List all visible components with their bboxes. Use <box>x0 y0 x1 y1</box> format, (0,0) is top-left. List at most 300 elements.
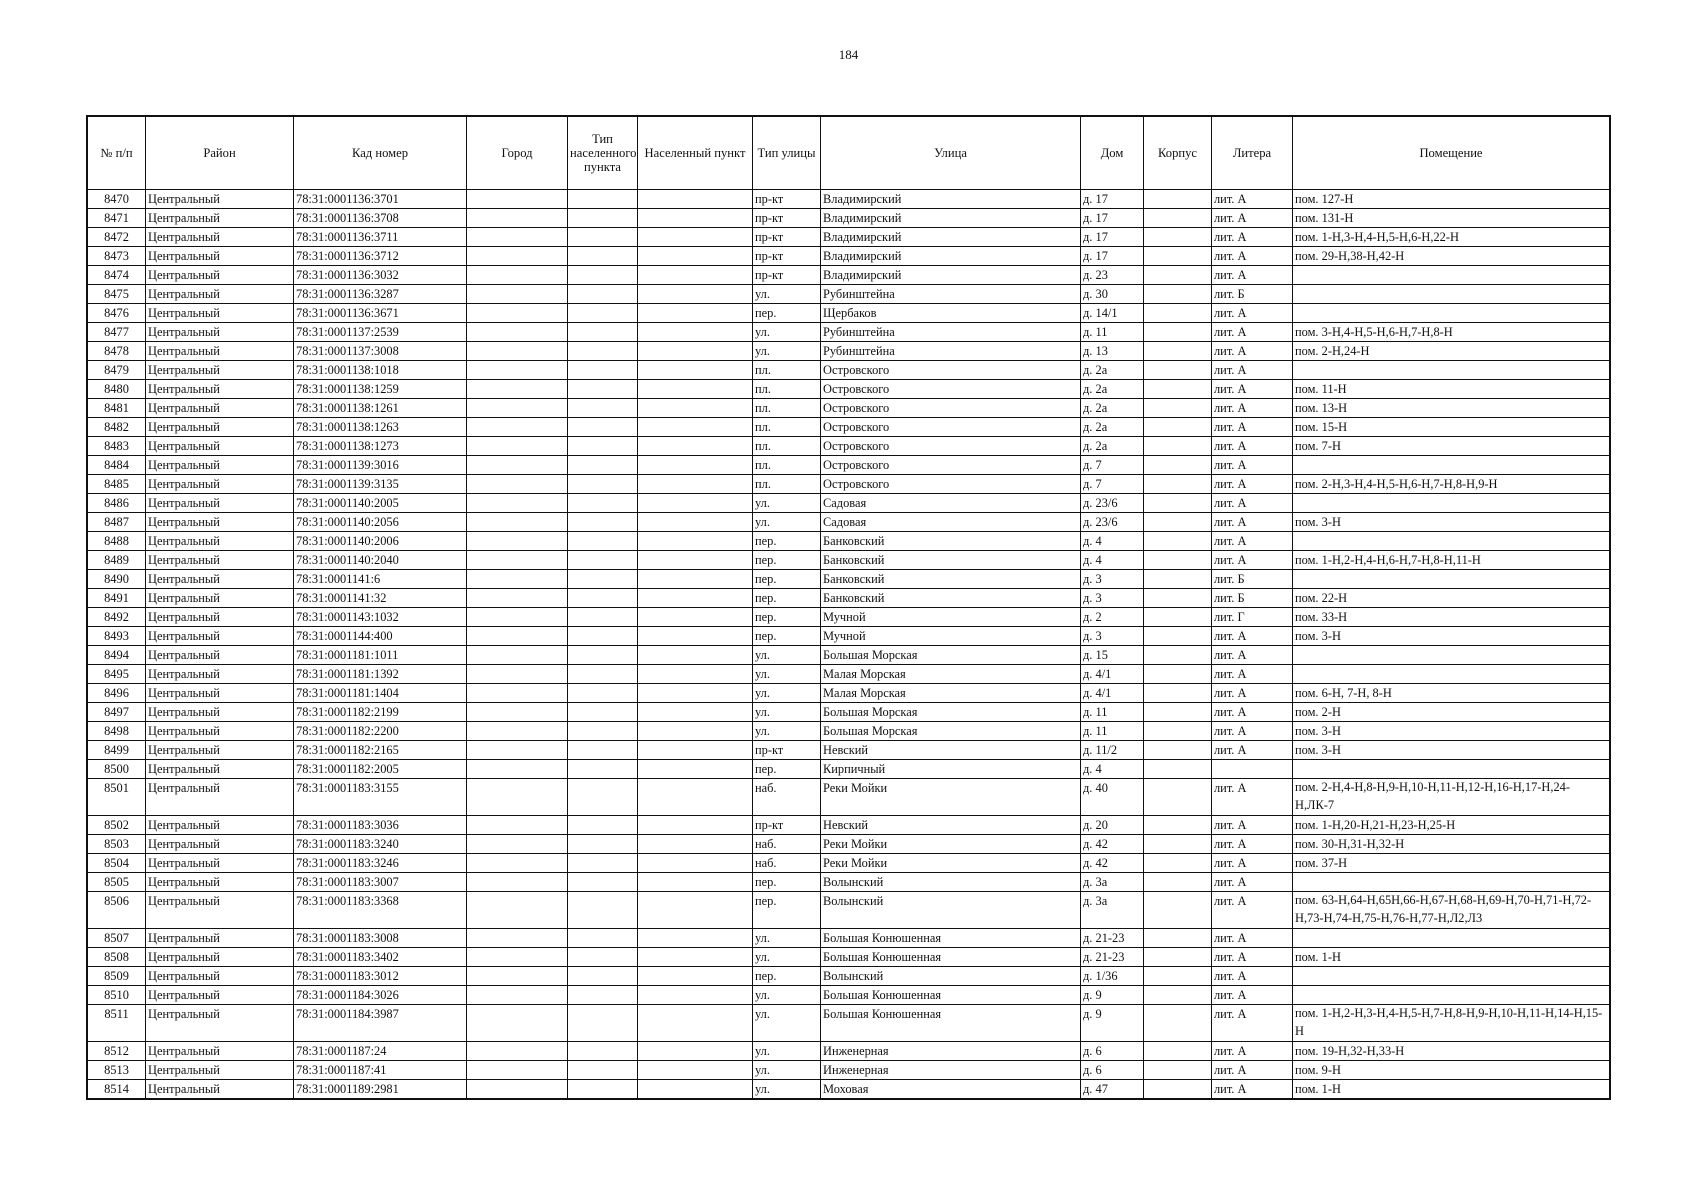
cell-house: д. 4/1 <box>1081 665 1144 684</box>
cell-street: Большая Конюшенная <box>821 1005 1081 1042</box>
cell-settlement-type <box>568 892 638 929</box>
cell-num: 8489 <box>88 551 146 570</box>
cell-house: д. 7 <box>1081 475 1144 494</box>
cell-house: д. 23/6 <box>1081 513 1144 532</box>
cell-building <box>1144 835 1212 854</box>
cell-building <box>1144 722 1212 741</box>
cell-street: Владимирский <box>821 228 1081 247</box>
cell-street: Мучной <box>821 608 1081 627</box>
cell-building <box>1144 532 1212 551</box>
cell-house: д. 2а <box>1081 399 1144 418</box>
table-header <box>88 117 1610 190</box>
cell-city <box>467 873 568 892</box>
cell-premises: пом. 3-Н <box>1293 741 1610 760</box>
cell-house: д. 11/2 <box>1081 741 1144 760</box>
cell-building <box>1144 570 1212 589</box>
cell-district: Центральный <box>146 342 294 361</box>
cell-letter: лит. Б <box>1212 589 1293 608</box>
cell-street: Волынский <box>821 967 1081 986</box>
cell-building <box>1144 209 1212 228</box>
cell-cadastral: 78:31:0001183:3008 <box>294 929 467 948</box>
cell-letter: лит. А <box>1212 703 1293 722</box>
cell-num: 8495 <box>88 665 146 684</box>
cell-street-type: пл. <box>753 399 821 418</box>
cell-letter: лит. А <box>1212 228 1293 247</box>
cell-premises: пом. 33-Н <box>1293 608 1610 627</box>
cell-building <box>1144 513 1212 532</box>
col-header-premises: Помещение <box>1293 117 1610 190</box>
cell-settlement-type <box>568 722 638 741</box>
cell-house: д. 6 <box>1081 1042 1144 1061</box>
cell-premises: пом. 1-Н <box>1293 948 1610 967</box>
cell-cadastral: 78:31:0001137:3008 <box>294 342 467 361</box>
table-row <box>88 627 1610 646</box>
cell-cadastral: 78:31:0001143:1032 <box>294 608 467 627</box>
cell-settlement-type <box>568 854 638 873</box>
cell-cadastral: 78:31:0001184:3026 <box>294 986 467 1005</box>
cell-cadastral: 78:31:0001182:2005 <box>294 760 467 779</box>
cell-street: Реки Мойки <box>821 854 1081 873</box>
cell-building <box>1144 1042 1212 1061</box>
cell-city <box>467 570 568 589</box>
cell-cadastral: 78:31:0001144:400 <box>294 627 467 646</box>
cell-city <box>467 456 568 475</box>
cell-house: д. 2 <box>1081 608 1144 627</box>
cell-letter: лит. А <box>1212 190 1293 209</box>
cell-letter: лит. А <box>1212 456 1293 475</box>
table-row <box>88 551 1610 570</box>
cell-settlement <box>638 892 753 929</box>
cell-house: д. 30 <box>1081 285 1144 304</box>
cell-premises <box>1293 646 1610 665</box>
cell-num: 8493 <box>88 627 146 646</box>
cell-num: 8505 <box>88 873 146 892</box>
cell-street: Банковский <box>821 570 1081 589</box>
cell-district: Центральный <box>146 190 294 209</box>
cell-city <box>467 967 568 986</box>
table-body <box>88 190 1610 1099</box>
cell-letter: лит. А <box>1212 418 1293 437</box>
cell-cadastral: 78:31:0001140:2056 <box>294 513 467 532</box>
cell-settlement <box>638 1061 753 1080</box>
cell-num: 8477 <box>88 323 146 342</box>
table-row <box>88 190 1610 209</box>
cell-street: Островского <box>821 475 1081 494</box>
cell-settlement <box>638 835 753 854</box>
cell-letter: лит. А <box>1212 399 1293 418</box>
cell-letter: лит. А <box>1212 1005 1293 1042</box>
cell-num: 8471 <box>88 209 146 228</box>
col-header-num: № п/п <box>88 117 146 190</box>
cell-street: Инженерная <box>821 1061 1081 1080</box>
cell-city <box>467 929 568 948</box>
cell-cadastral: 78:31:0001138:1018 <box>294 361 467 380</box>
cell-city <box>467 266 568 285</box>
cell-street: Садовая <box>821 513 1081 532</box>
cell-street: Мучной <box>821 627 1081 646</box>
cell-num: 8497 <box>88 703 146 722</box>
cell-district: Центральный <box>146 570 294 589</box>
cell-street-type: ул. <box>753 285 821 304</box>
cell-city <box>467 779 568 816</box>
cell-settlement <box>638 342 753 361</box>
cell-district: Центральный <box>146 418 294 437</box>
cell-street-type: пер. <box>753 532 821 551</box>
cell-street: Банковский <box>821 589 1081 608</box>
cell-street-type: пр-кт <box>753 816 821 835</box>
cell-settlement <box>638 551 753 570</box>
cell-street: Островского <box>821 361 1081 380</box>
table-row <box>88 209 1610 228</box>
cell-street: Островского <box>821 418 1081 437</box>
cell-house: д. 42 <box>1081 854 1144 873</box>
col-header-house: Дом <box>1081 117 1144 190</box>
cell-building <box>1144 892 1212 929</box>
cell-settlement-type <box>568 190 638 209</box>
cell-letter: лит. А <box>1212 665 1293 684</box>
cell-num: 8486 <box>88 494 146 513</box>
cell-street-type: пер. <box>753 892 821 929</box>
cell-settlement <box>638 532 753 551</box>
cell-letter: лит. А <box>1212 873 1293 892</box>
cell-street-type: наб. <box>753 854 821 873</box>
cell-city <box>467 380 568 399</box>
cell-street-type: пер. <box>753 551 821 570</box>
cell-premises: пом. 19-Н,32-Н,33-Н <box>1293 1042 1610 1061</box>
cell-premises <box>1293 570 1610 589</box>
cell-street-type: ул. <box>753 1061 821 1080</box>
cell-street: Рубинштейна <box>821 342 1081 361</box>
col-header-street: Улица <box>821 117 1081 190</box>
cell-settlement <box>638 437 753 456</box>
cell-city <box>467 494 568 513</box>
cell-premises <box>1293 266 1610 285</box>
cell-district: Центральный <box>146 399 294 418</box>
cell-cadastral: 78:31:0001183:3368 <box>294 892 467 929</box>
cell-num: 8499 <box>88 741 146 760</box>
cell-settlement <box>638 741 753 760</box>
cell-house: д. 3 <box>1081 627 1144 646</box>
cell-building <box>1144 589 1212 608</box>
cell-num: 8503 <box>88 835 146 854</box>
cell-house: д. 17 <box>1081 190 1144 209</box>
cell-num: 8501 <box>88 779 146 816</box>
cell-premises <box>1293 986 1610 1005</box>
cell-settlement <box>638 986 753 1005</box>
cell-building <box>1144 1061 1212 1080</box>
cell-street-type: ул. <box>753 1042 821 1061</box>
cell-settlement-type <box>568 1042 638 1061</box>
cell-district: Центральный <box>146 494 294 513</box>
cell-street-type: ул. <box>753 722 821 741</box>
cell-settlement-type <box>568 589 638 608</box>
cell-district: Центральный <box>146 722 294 741</box>
cell-settlement <box>638 513 753 532</box>
cell-house: д. 17 <box>1081 228 1144 247</box>
cell-cadastral: 78:31:0001136:3032 <box>294 266 467 285</box>
table-row <box>88 285 1610 304</box>
cell-settlement <box>638 665 753 684</box>
cell-settlement <box>638 779 753 816</box>
cell-city <box>467 475 568 494</box>
cell-settlement <box>638 570 753 589</box>
cell-street-type: ул. <box>753 929 821 948</box>
cell-district: Центральный <box>146 892 294 929</box>
cell-settlement-type <box>568 986 638 1005</box>
cell-settlement-type <box>568 380 638 399</box>
cell-street: Кирпичный <box>821 760 1081 779</box>
table-row <box>88 703 1610 722</box>
cell-cadastral: 78:31:0001183:3012 <box>294 967 467 986</box>
cell-building <box>1144 760 1212 779</box>
cell-district: Центральный <box>146 380 294 399</box>
col-header-settlement-type: Тип населенного пункта <box>568 117 638 190</box>
table-row <box>88 304 1610 323</box>
cell-letter <box>1212 760 1293 779</box>
cell-cadastral: 78:31:0001181:1011 <box>294 646 467 665</box>
cell-house: д. 21-23 <box>1081 948 1144 967</box>
cell-num: 8484 <box>88 456 146 475</box>
cell-district: Центральный <box>146 986 294 1005</box>
cell-letter: лит. А <box>1212 722 1293 741</box>
cell-settlement <box>638 589 753 608</box>
cell-num: 8478 <box>88 342 146 361</box>
cell-street-type: ул. <box>753 646 821 665</box>
cell-premises: пом. 1-Н,2-Н,4-Н,6-Н,7-Н,8-Н,11-Н <box>1293 551 1610 570</box>
cell-city <box>467 209 568 228</box>
cell-num: 8509 <box>88 967 146 986</box>
cell-street: Владимирский <box>821 247 1081 266</box>
cell-street-type: пер. <box>753 304 821 323</box>
cell-city <box>467 323 568 342</box>
cell-settlement <box>638 304 753 323</box>
cell-cadastral: 78:31:0001136:3671 <box>294 304 467 323</box>
cell-district: Центральный <box>146 684 294 703</box>
cell-letter: лит. А <box>1212 494 1293 513</box>
cell-street-type: пер. <box>753 627 821 646</box>
cell-settlement <box>638 323 753 342</box>
cell-cadastral: 78:31:0001138:1259 <box>294 380 467 399</box>
cell-letter: лит. А <box>1212 684 1293 703</box>
cell-house: д. 42 <box>1081 835 1144 854</box>
cell-num: 8482 <box>88 418 146 437</box>
cell-street: Большая Морская <box>821 722 1081 741</box>
cell-building <box>1144 418 1212 437</box>
cell-city <box>467 627 568 646</box>
cell-num: 8485 <box>88 475 146 494</box>
cell-premises: пом. 1-Н <box>1293 1080 1610 1099</box>
cell-building <box>1144 854 1212 873</box>
cell-num: 8500 <box>88 760 146 779</box>
cell-street-type: пр-кт <box>753 741 821 760</box>
cell-settlement-type <box>568 551 638 570</box>
cell-premises: пом. 2-Н <box>1293 703 1610 722</box>
cell-premises: пом. 13-Н <box>1293 399 1610 418</box>
cell-settlement-type <box>568 228 638 247</box>
cell-street: Реки Мойки <box>821 835 1081 854</box>
cell-settlement-type <box>568 760 638 779</box>
cell-num: 8502 <box>88 816 146 835</box>
cell-settlement <box>638 456 753 475</box>
cell-num: 8480 <box>88 380 146 399</box>
cell-street-type: пл. <box>753 475 821 494</box>
cell-cadastral: 78:31:0001136:3708 <box>294 209 467 228</box>
cell-settlement <box>638 285 753 304</box>
cell-house: д. 40 <box>1081 779 1144 816</box>
cell-settlement-type <box>568 399 638 418</box>
cell-premises <box>1293 967 1610 986</box>
cell-house: д. 14/1 <box>1081 304 1144 323</box>
cell-house: д. 3а <box>1081 892 1144 929</box>
cell-house: д. 4 <box>1081 551 1144 570</box>
cell-district: Центральный <box>146 873 294 892</box>
cell-street-type: наб. <box>753 835 821 854</box>
cell-letter: лит. А <box>1212 551 1293 570</box>
cell-city <box>467 1080 568 1099</box>
cell-district: Центральный <box>146 816 294 835</box>
cell-street: Большая Конюшенная <box>821 986 1081 1005</box>
cell-letter: лит. А <box>1212 779 1293 816</box>
table-row <box>88 873 1610 892</box>
cell-letter: лит. А <box>1212 835 1293 854</box>
cell-premises: пом. 3-Н <box>1293 513 1610 532</box>
cell-num: 8513 <box>88 1061 146 1080</box>
cell-building <box>1144 380 1212 399</box>
cell-settlement <box>638 380 753 399</box>
cell-building <box>1144 437 1212 456</box>
cell-street: Волынский <box>821 873 1081 892</box>
cell-district: Центральный <box>146 456 294 475</box>
cell-settlement <box>638 399 753 418</box>
cell-street-type: пр-кт <box>753 228 821 247</box>
cell-street-type: пер. <box>753 967 821 986</box>
cell-city <box>467 589 568 608</box>
cell-building <box>1144 646 1212 665</box>
cell-settlement-type <box>568 418 638 437</box>
cell-building <box>1144 266 1212 285</box>
cell-num: 8475 <box>88 285 146 304</box>
cell-district: Центральный <box>146 532 294 551</box>
cell-building <box>1144 1005 1212 1042</box>
table-row <box>88 779 1610 816</box>
cell-building <box>1144 816 1212 835</box>
cell-settlement-type <box>568 929 638 948</box>
cell-cadastral: 78:31:0001140:2006 <box>294 532 467 551</box>
table-row <box>88 892 1610 929</box>
cell-settlement-type <box>568 342 638 361</box>
cell-num: 8496 <box>88 684 146 703</box>
cell-settlement-type <box>568 361 638 380</box>
cell-premises: пом. 127-Н <box>1293 190 1610 209</box>
cell-street-type: пр-кт <box>753 190 821 209</box>
cell-letter: лит. А <box>1212 1061 1293 1080</box>
cell-city <box>467 608 568 627</box>
cell-street-type: пер. <box>753 760 821 779</box>
cell-premises: пом. 1-Н,2-Н,3-Н,4-Н,5-Н,7-Н,8-Н,9-Н,10-Н,11-Н,14-Н,15-Н <box>1293 1005 1610 1042</box>
cell-street: Инженерная <box>821 1042 1081 1061</box>
cell-num: 8494 <box>88 646 146 665</box>
cell-house: д. 23/6 <box>1081 494 1144 513</box>
cell-street: Реки Мойки <box>821 779 1081 816</box>
cell-district: Центральный <box>146 361 294 380</box>
cell-settlement-type <box>568 873 638 892</box>
cell-street-type: пер. <box>753 589 821 608</box>
cell-premises: пом. 1-Н,3-Н,4-Н,5-Н,6-Н,22-Н <box>1293 228 1610 247</box>
cell-district: Центральный <box>146 948 294 967</box>
cell-cadastral: 78:31:0001187:24 <box>294 1042 467 1061</box>
table-row <box>88 646 1610 665</box>
cell-building <box>1144 779 1212 816</box>
cell-city <box>467 1042 568 1061</box>
cell-premises <box>1293 494 1610 513</box>
cell-street: Островского <box>821 380 1081 399</box>
cell-building <box>1144 228 1212 247</box>
cell-street-type: ул. <box>753 703 821 722</box>
cell-letter: лит. Б <box>1212 570 1293 589</box>
cell-house: д. 2а <box>1081 361 1144 380</box>
table-row <box>88 948 1610 967</box>
cell-city <box>467 665 568 684</box>
cell-building <box>1144 551 1212 570</box>
cell-premises <box>1293 873 1610 892</box>
cell-premises: пом. 15-Н <box>1293 418 1610 437</box>
cell-settlement-type <box>568 456 638 475</box>
cell-street: Островского <box>821 399 1081 418</box>
table-row <box>88 456 1610 475</box>
table-row <box>88 513 1610 532</box>
table-row <box>88 1042 1610 1061</box>
cell-settlement <box>638 418 753 437</box>
cell-building <box>1144 741 1212 760</box>
cell-settlement <box>638 948 753 967</box>
cell-cadastral: 78:31:0001183:3240 <box>294 835 467 854</box>
table-row <box>88 475 1610 494</box>
cell-street: Владимирский <box>821 190 1081 209</box>
cell-street-type: пер. <box>753 873 821 892</box>
cell-num: 8506 <box>88 892 146 929</box>
table-row <box>88 228 1610 247</box>
cell-settlement <box>638 684 753 703</box>
cell-settlement <box>638 209 753 228</box>
cell-street-type: пр-кт <box>753 266 821 285</box>
cell-premises: пом. 2-Н,24-Н <box>1293 342 1610 361</box>
cell-street: Невский <box>821 816 1081 835</box>
cell-letter: лит. А <box>1212 854 1293 873</box>
cell-house: д. 11 <box>1081 703 1144 722</box>
table-row <box>88 342 1610 361</box>
cell-district: Центральный <box>146 835 294 854</box>
cell-cadastral: 78:31:0001182:2199 <box>294 703 467 722</box>
cell-cadastral: 78:31:0001138:1261 <box>294 399 467 418</box>
cell-settlement <box>638 722 753 741</box>
cell-settlement-type <box>568 532 638 551</box>
cell-premises: пом. 30-Н,31-Н,32-Н <box>1293 835 1610 854</box>
cell-settlement-type <box>568 835 638 854</box>
cell-settlement-type <box>568 513 638 532</box>
cell-num: 8511 <box>88 1005 146 1042</box>
cell-cadastral: 78:31:0001137:2539 <box>294 323 467 342</box>
cell-district: Центральный <box>146 779 294 816</box>
cell-cadastral: 78:31:0001138:1263 <box>294 418 467 437</box>
table-row <box>88 608 1610 627</box>
cell-street-type: пр-кт <box>753 209 821 228</box>
page-number: 184 <box>838 47 859 62</box>
cell-house: д. 3 <box>1081 589 1144 608</box>
cell-district: Центральный <box>146 323 294 342</box>
cell-district: Центральный <box>146 1080 294 1099</box>
cell-street: Волынский <box>821 892 1081 929</box>
cell-settlement <box>638 361 753 380</box>
